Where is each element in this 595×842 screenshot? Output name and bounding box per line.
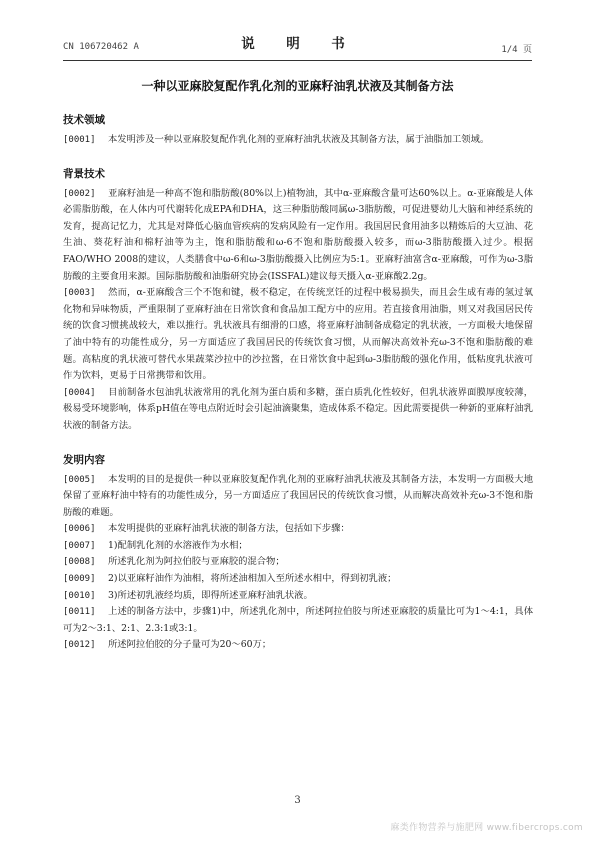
paragraph: [63, 472, 533, 522]
page-number: 3: [294, 795, 301, 806]
paragraph-number: [0008]: [63, 557, 96, 568]
paragraph-number: [0005]: [63, 474, 96, 485]
paragraph: [63, 637, 533, 654]
document-body: [63, 112, 533, 671]
section-technical-field: [63, 112, 533, 149]
page-header: [63, 26, 532, 62]
header-rule: [63, 60, 532, 61]
paragraph-text: 1)配制乳化剂的水溶液作为水相；: [108, 539, 248, 551]
paragraph-number: [0003]: [63, 288, 96, 299]
document-type: 说 明 书: [241, 36, 354, 52]
paragraph-number: [0007]: [63, 540, 96, 551]
paragraph-text: 所述乳化剂为阿拉伯胶与亚麻胶的混合物；: [108, 556, 285, 568]
paragraph-number: [0011]: [63, 607, 96, 618]
paragraph-text: 本发明涉及一种以亚麻胶复配作乳化剂的亚麻籽油乳状液及其制备方法，属于油脂加工领域。: [108, 134, 490, 145]
paragraph: [63, 604, 533, 637]
section-heading: 发明内容: [63, 453, 105, 466]
paragraph-text: 本发明提供的亚麻籽油乳状液的制备方法，包括如下步骤：: [108, 523, 350, 535]
paragraph-text: 亚麻籽油是一种高不饱和脂肪酸(80%以上)植物油，其中α-亚麻酸含量可达60%以上。α-亚麻酸是人体必需脂肪酸，在人体内可代谢转化成EPA和DHA，这三种脂肪酸同属ω-3脂肪酸，可促进婴幼儿大脑和神经系统的发育，提高记忆力，尤其是对降低心脑血管疾病的发病风险有一定作用。我国居民食用油多以精炼后的大豆油、花生油、葵花籽油和棉籽油等为主，饱和脂肪酸和ω-6不饱和脂肪酸摄入较多，而ω-3脂肪酸摄入过少。根据FAO/WHO 2008的建议，人类膳食中ω-6和ω-3脂肪酸摄入比例应为5:1。亚麻籽油富含α-亚麻酸，可作为ω-3脂肪酸的主要食用来源。国际脂肪酸和油脂研究协会(ISSFAL)建议每天摄入α-亚麻酸2.2g。: [63, 187, 533, 282]
paragraph: [63, 132, 533, 149]
paragraph-number: [0012]: [63, 640, 96, 651]
paragraph-number: [0009]: [63, 574, 96, 585]
paragraph: [63, 588, 533, 605]
page-indicator: 1/4 页: [501, 45, 532, 55]
paragraph-text: 所述阿拉伯胶的分子量可为20～60万；: [108, 639, 272, 651]
paragraph-number: [0001]: [63, 135, 96, 145]
paragraph: [63, 285, 533, 385]
paragraph-text: 3)所述初乳液经均质，即得所述亚麻籽油乳状液。: [108, 589, 313, 601]
paragraph-number: [0010]: [63, 590, 96, 601]
paragraph: [63, 571, 533, 588]
section-heading: 技术领域: [63, 114, 105, 126]
document-title: 一种以亚麻胶复配作乳化剂的亚麻籽油乳状液及其制备方法: [141, 79, 454, 93]
section-summary: [63, 452, 533, 655]
paragraph-number: [0002]: [63, 188, 96, 199]
paragraph-number: [0006]: [63, 524, 96, 535]
paragraph-text: 本发明的目的是提供一种以亚麻胶复配作乳化剂的亚麻籽油乳状液及其制备方法，本发明一方面极大地保留了亚麻籽油中特有的功能性成分，另一方面适应了我国居民的传统饮食习惯，从而解决高效补充ω-3不饱和脂肪酸的难题。: [63, 473, 533, 518]
paragraph: [63, 186, 533, 286]
paragraph: [63, 521, 533, 538]
publication-number: CN 106720462 A: [63, 42, 139, 52]
paragraph-text: 2)以亚麻籽油作为油相，将所述油相加入至所述水相中，得到初乳液；: [108, 573, 397, 585]
paragraph-text: 目前制备水包油乳状液常用的乳化剂为蛋白质和多糖，蛋白质乳化性较好，但乳状液界面膜厚度较薄，极易受环境影响，体系pH值在等电点附近时会引起油滴聚集，造成体系不稳定。因此需要提供一种新的亚麻籽油乳状液的制备方法。: [63, 386, 533, 431]
paragraph: [63, 554, 533, 571]
paragraph-text: 然而，α-亚麻酸含三个不饱和键，极不稳定，在传统烹饪的过程中极易损失，而且会生成有毒的氢过氧化物和异味物质，严重限制了亚麻籽油在日常饮食和食品加工配方中的应用。若直接食用油脂，则又对我国居民传统的饮食习惯挑战较大，难以推行。乳状液具有细滑的口感，将亚麻籽油制备成稳定的乳状液，一方面极大地保留了油中特有的功能性成分，另一方面适应了我国居民的传统饮食习惯，从而解决高效补充ω-3不饱和脂肪酸的难题。高粘度的乳状液可替代水果蔬菜沙拉中的沙拉酱，在日常饮食中起到ω-3脂肪酸的强化作用，低粘度乳状液可作为饮料，更易于日常携带和饮用。: [63, 287, 533, 382]
section-background: [63, 166, 533, 435]
paragraph-number: [0004]: [63, 387, 96, 398]
watermark: 麻类作物营养与施肥网 www.fibercrops.com: [390, 823, 583, 833]
paragraph: [63, 538, 533, 555]
paragraph-text: 上述的制备方法中，步骤1)中，所述乳化剂中，所述阿拉伯胶与所述亚麻胶的质量比可为1～4:1，具体可为2～3:1、2:1、2.3:1或3:1。: [63, 606, 533, 634]
section-heading: 背景技术: [63, 167, 105, 180]
paragraph: [63, 385, 533, 435]
